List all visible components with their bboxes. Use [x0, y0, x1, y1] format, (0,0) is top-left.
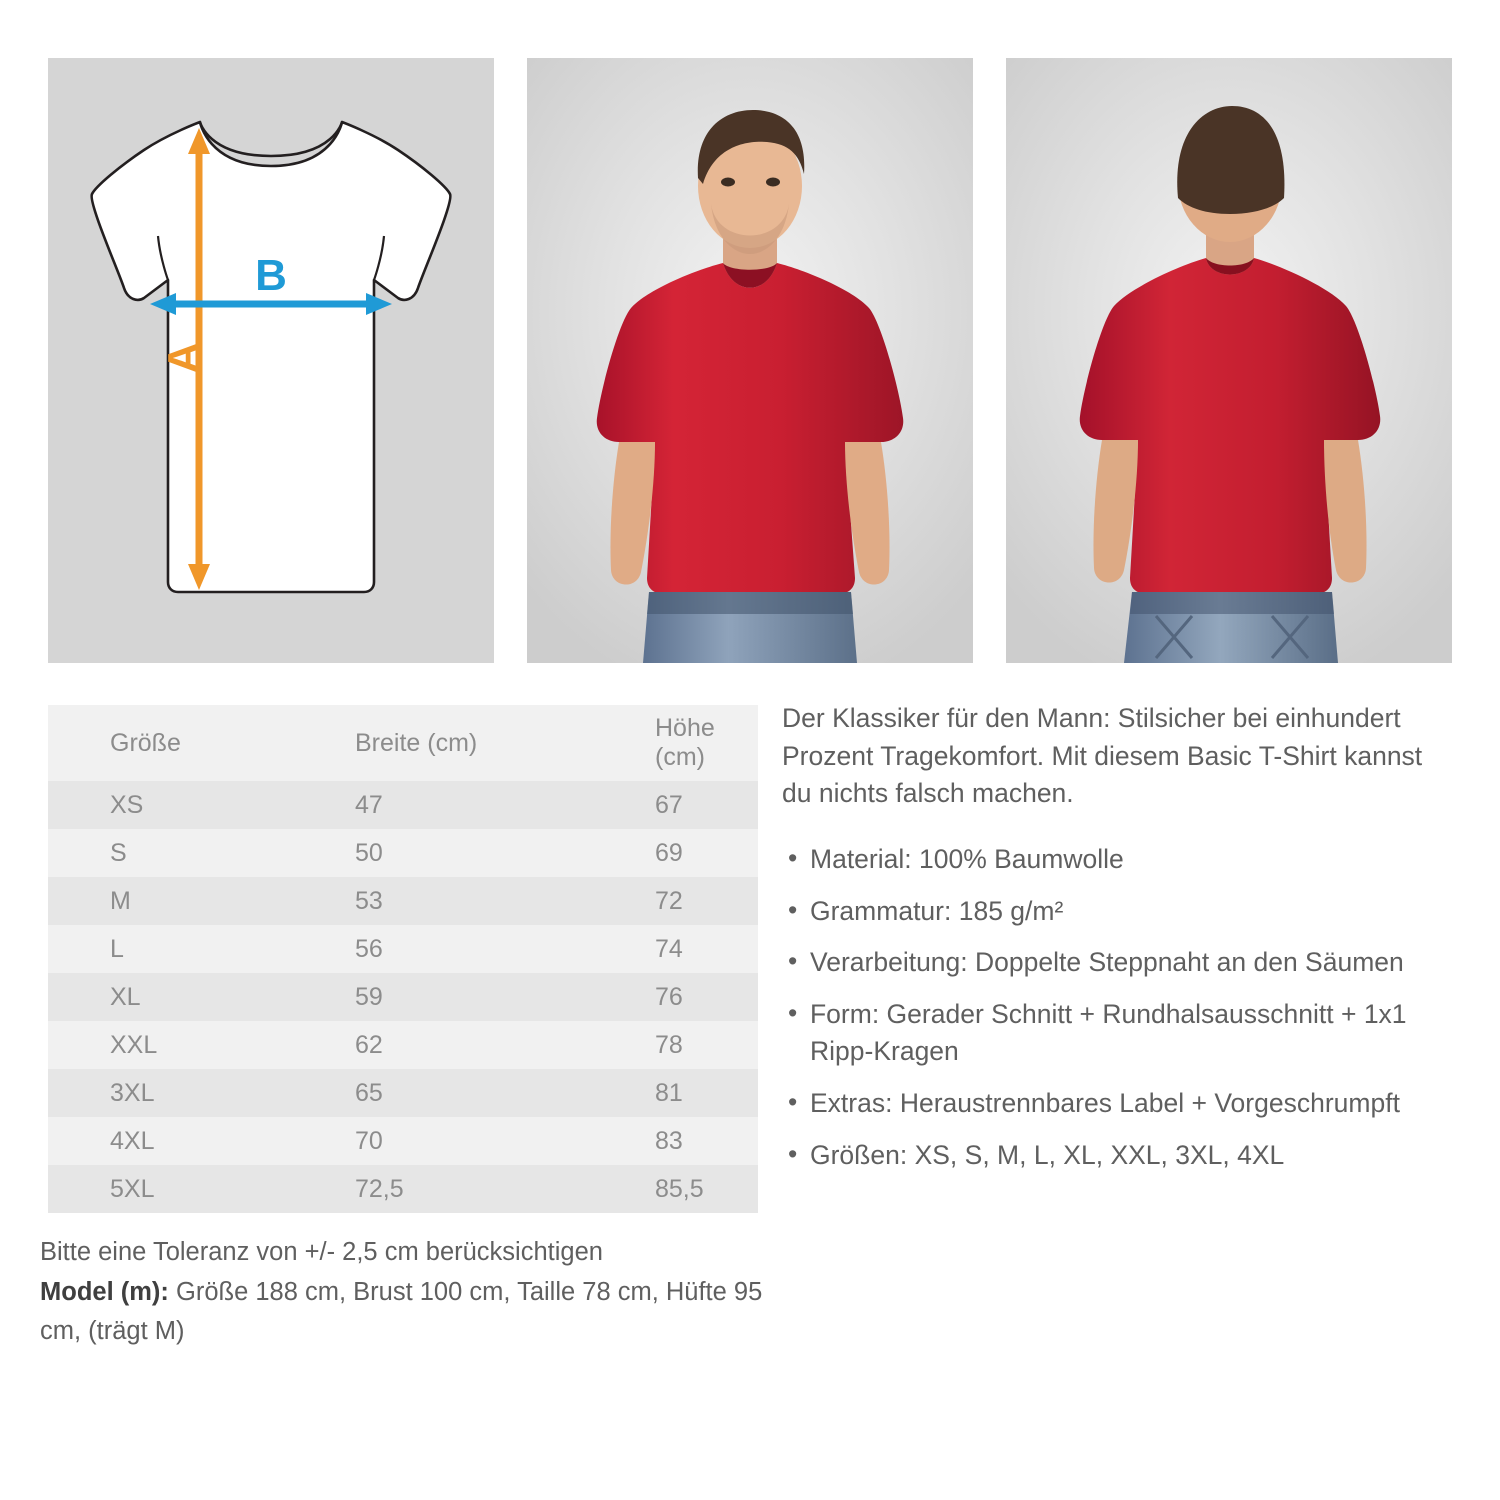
cell-width: 72,5 [355, 1174, 404, 1203]
cell-size: 5XL [110, 1174, 155, 1203]
cell-height: 74 [655, 934, 683, 963]
table-row [48, 877, 758, 925]
cell-size: XXL [110, 1030, 158, 1059]
cell-height: 83 [655, 1126, 683, 1155]
table-row [48, 829, 758, 877]
list-item: • Material: 100% Baumwolle [782, 841, 1452, 879]
cell-width: 59 [355, 982, 383, 1011]
list-item: • Verarbeitung: Doppelte Steppnaht an den Säumen [782, 944, 1452, 982]
cell-width: 50 [355, 838, 383, 867]
table-row [48, 1069, 758, 1117]
model-label: Model (m): [40, 1277, 169, 1306]
cell-height: 67 [655, 790, 683, 819]
cell-height: 78 [655, 1030, 683, 1059]
cell-size: 4XL [110, 1126, 155, 1155]
table-header-row [48, 705, 758, 781]
cell-size: M [110, 886, 131, 915]
product-image-row [48, 58, 1452, 663]
cell-size: XL [110, 982, 141, 1011]
model-front-panel [527, 58, 973, 663]
cell-size: L [110, 934, 124, 963]
width-label: B [255, 251, 287, 300]
cell-size: XS [110, 790, 144, 819]
cell-width: 56 [355, 934, 383, 963]
description-bullet-list [782, 841, 1452, 1174]
cell-width: 62 [355, 1030, 383, 1059]
table-row [48, 973, 758, 1021]
tolerance-note: Bitte eine Toleranz von +/- 2,5 cm berücksichtigen [40, 1238, 603, 1266]
jeans-waistband-back [1130, 592, 1334, 614]
table-row [48, 1165, 758, 1213]
model-text: Größe 188 cm, Brust 100 cm, Taille 78 cm, Hüfte 95 cm, (trägt M) [40, 1277, 763, 1346]
cell-width: 65 [355, 1078, 383, 1107]
list-item: • Grammatur: 185 g/m² [782, 893, 1452, 931]
cell-width: 70 [355, 1126, 383, 1155]
cell-height: 85,5 [655, 1174, 704, 1203]
table-row [48, 781, 758, 829]
header-width: Breite (cm) [355, 728, 478, 757]
description-intro: Der Klassiker für den Mann: Stilsicher bei einhundert Prozent Tragekomfort. Mit diesem Basic T-Shirt kannst du nichts falsch machen. [782, 703, 1423, 809]
size-table [48, 705, 758, 1213]
table-row [48, 925, 758, 973]
tshirt-schematic-svg [48, 58, 494, 663]
jeans-waistband [647, 592, 853, 614]
cell-height: 69 [655, 838, 683, 867]
cell-size: S [110, 838, 127, 867]
hair-back [1177, 106, 1284, 214]
cell-height: 81 [655, 1078, 683, 1107]
model-note [40, 1273, 770, 1352]
height-label: A [159, 342, 208, 374]
model-back-panel [1006, 58, 1452, 663]
model-front-figure [527, 58, 973, 663]
cell-height: 76 [655, 982, 683, 1011]
cell-size: 3XL [110, 1078, 155, 1107]
tshirt-body-outline [92, 122, 451, 592]
cell-width: 47 [355, 790, 383, 819]
header-height: Höhe (cm) [655, 714, 715, 771]
left-eye [721, 178, 735, 187]
measurement-schematic-panel [48, 58, 494, 663]
right-eye [766, 178, 780, 187]
header-size: Größe [110, 728, 181, 757]
list-item: • Größen: XS, S, M, L, XL, XXL, 3XL, 4XL [782, 1137, 1452, 1175]
table-row [48, 1117, 758, 1165]
list-item: • Form: Gerader Schnitt + Rundhalsausschnitt + 1x1 Ripp-Kragen [782, 996, 1452, 1071]
cell-width: 53 [355, 886, 383, 915]
cell-height: 72 [655, 886, 683, 915]
list-item: • Extras: Heraustrennbares Label + Vorgeschrumpft [782, 1085, 1452, 1123]
product-description [782, 700, 1452, 1188]
table-row [48, 1021, 758, 1069]
table-notes [40, 1233, 770, 1352]
model-back-figure [1006, 58, 1452, 663]
